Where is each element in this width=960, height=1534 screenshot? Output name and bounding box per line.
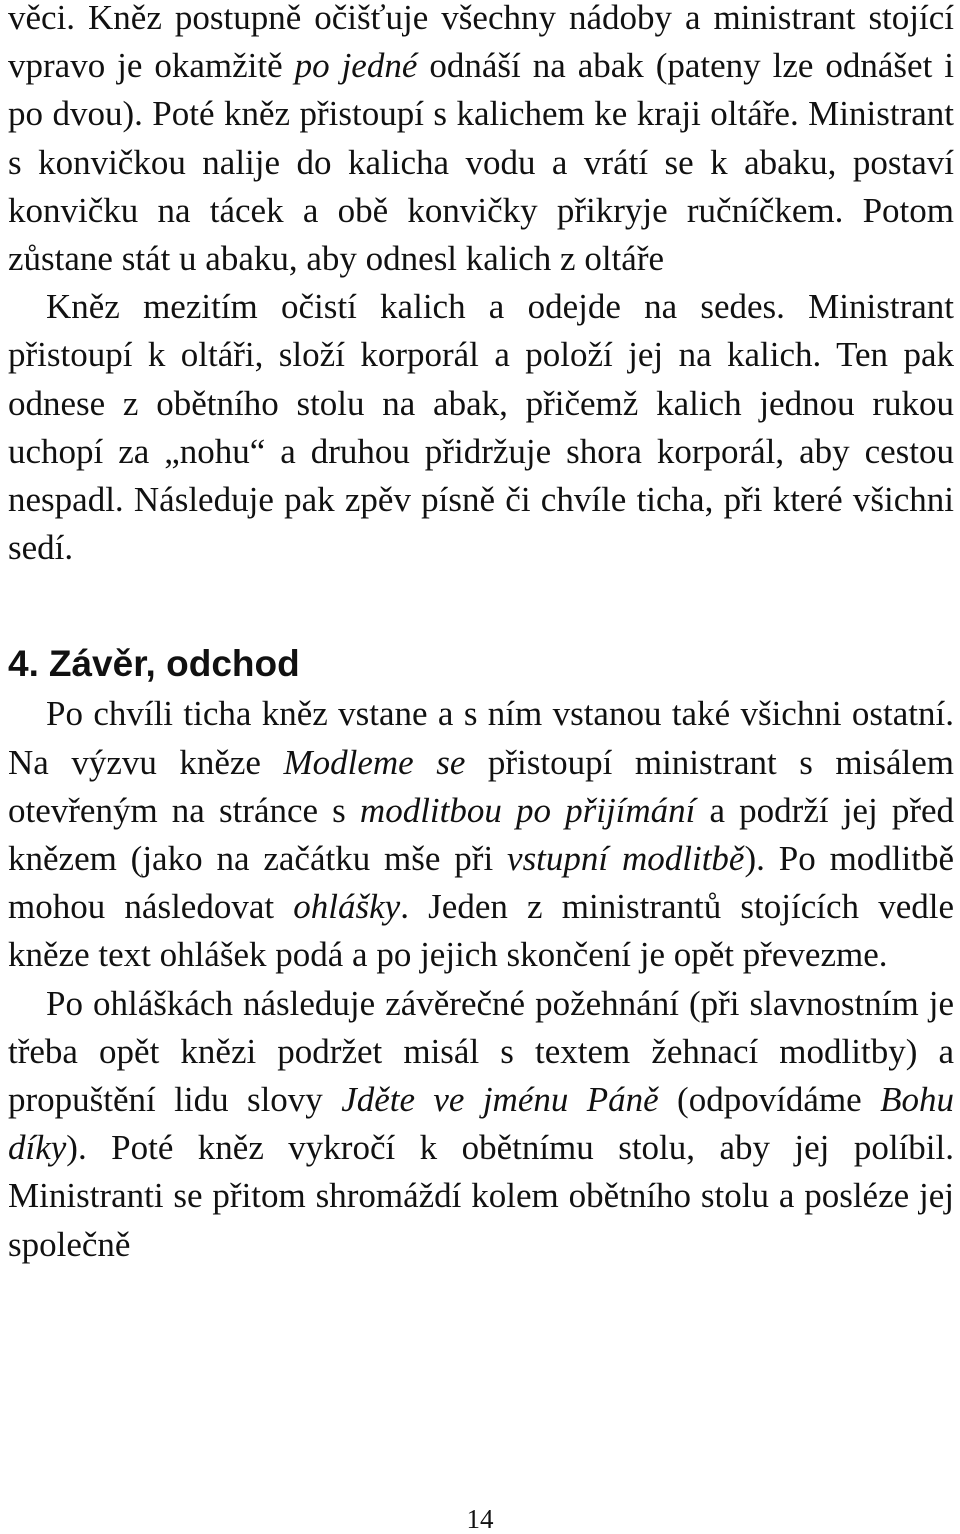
emphasis-modlitbou-po-prijimani: modlitbou po přijímání bbox=[359, 790, 696, 830]
text-run: přistoupí ministrant s misálem otevřeným na stránce s bbox=[8, 742, 954, 830]
text-run: ). Poté kněz vykročí k obětnímu stolu, aby jej políbil. Ministranti se přitom shromáždí kolem obětního stolu a posléze jej společně bbox=[8, 1128, 954, 1264]
text-run: a podrží jej před knězem (jako na začátku mše při bbox=[8, 790, 955, 879]
emphasis-bohu-diky: Bohu díky bbox=[8, 1080, 954, 1168]
text-run: . Jeden z ministrantů stojících vedle kněze text ohlášek podá a po jejich skončení je opět převezme. bbox=[8, 887, 954, 975]
paragraph-closing-prayer bbox=[8, 690, 954, 979]
emphasis-modleme-se: Modleme se bbox=[283, 742, 466, 782]
emphasis-po-jedne: po jedné bbox=[294, 46, 418, 86]
section-heading bbox=[8, 642, 954, 686]
text-run: věci. Kněz postupně očišťuje všechny nádoby a ministrant stojící vpravo je okamžitě bbox=[8, 0, 954, 86]
document-page bbox=[8, 0, 954, 1269]
emphasis-jdete-ve-jmenu-pane: Jděte ve jménu Páně bbox=[341, 1080, 659, 1120]
section-title: Závěr, odchod bbox=[48, 643, 300, 685]
page-number: 14 bbox=[466, 1504, 494, 1534]
text-run: (odpovídáme bbox=[658, 1080, 881, 1120]
paragraph-cleansing-vessels bbox=[8, 0, 954, 283]
text-run: ). Po modlitbě mohou následovat bbox=[8, 839, 954, 927]
text-run: Kněz mezitím očistí kalich a odejde na sedes. Ministrant přistoupí k oltáři, složí korporál a položí jej na kalich. Ten pak odnese z obětního stolu na abak, přičemž kalich jednou rukou uchopí za „nohu“ a druhou přidržuje shora korporál, aby cestou nespadl. Následuje pak zpěv písně či chvíle ticha, při které všichni sedí. bbox=[8, 287, 954, 568]
paragraph-korporal bbox=[8, 283, 954, 572]
text-run: Po chvíli ticha kněz vstane a s ním vstanou také všichni ostatní. Na výzvu kněze bbox=[8, 694, 954, 782]
emphasis-vstupni-modlitbe: vstupní modlitbě bbox=[507, 839, 745, 879]
text-run: Po ohláškách následuje závěrečné požehnání (při slavnostním je třeba opět knězi podržet misál s textem žehnací modlitby) a propuštění lidu slovy bbox=[8, 983, 954, 1120]
emphasis-ohlasky: ohlášky bbox=[293, 887, 401, 927]
paragraph-final-blessing bbox=[8, 980, 954, 1269]
section-number: 4. bbox=[8, 643, 39, 685]
text-run: odnáší na abak (pateny lze odnášet i po dvou). Poté kněz přistoupí s kalichem ke kraji oltáře. Ministrant s konvičkou nalije do kalicha vodu a vrátí se k abaku, postaví konvičku na tácek a obě konvičky přikryje ručníčkem. Potom zůstane stát u abaku, aby odnesl kalich z oltáře bbox=[8, 46, 954, 279]
